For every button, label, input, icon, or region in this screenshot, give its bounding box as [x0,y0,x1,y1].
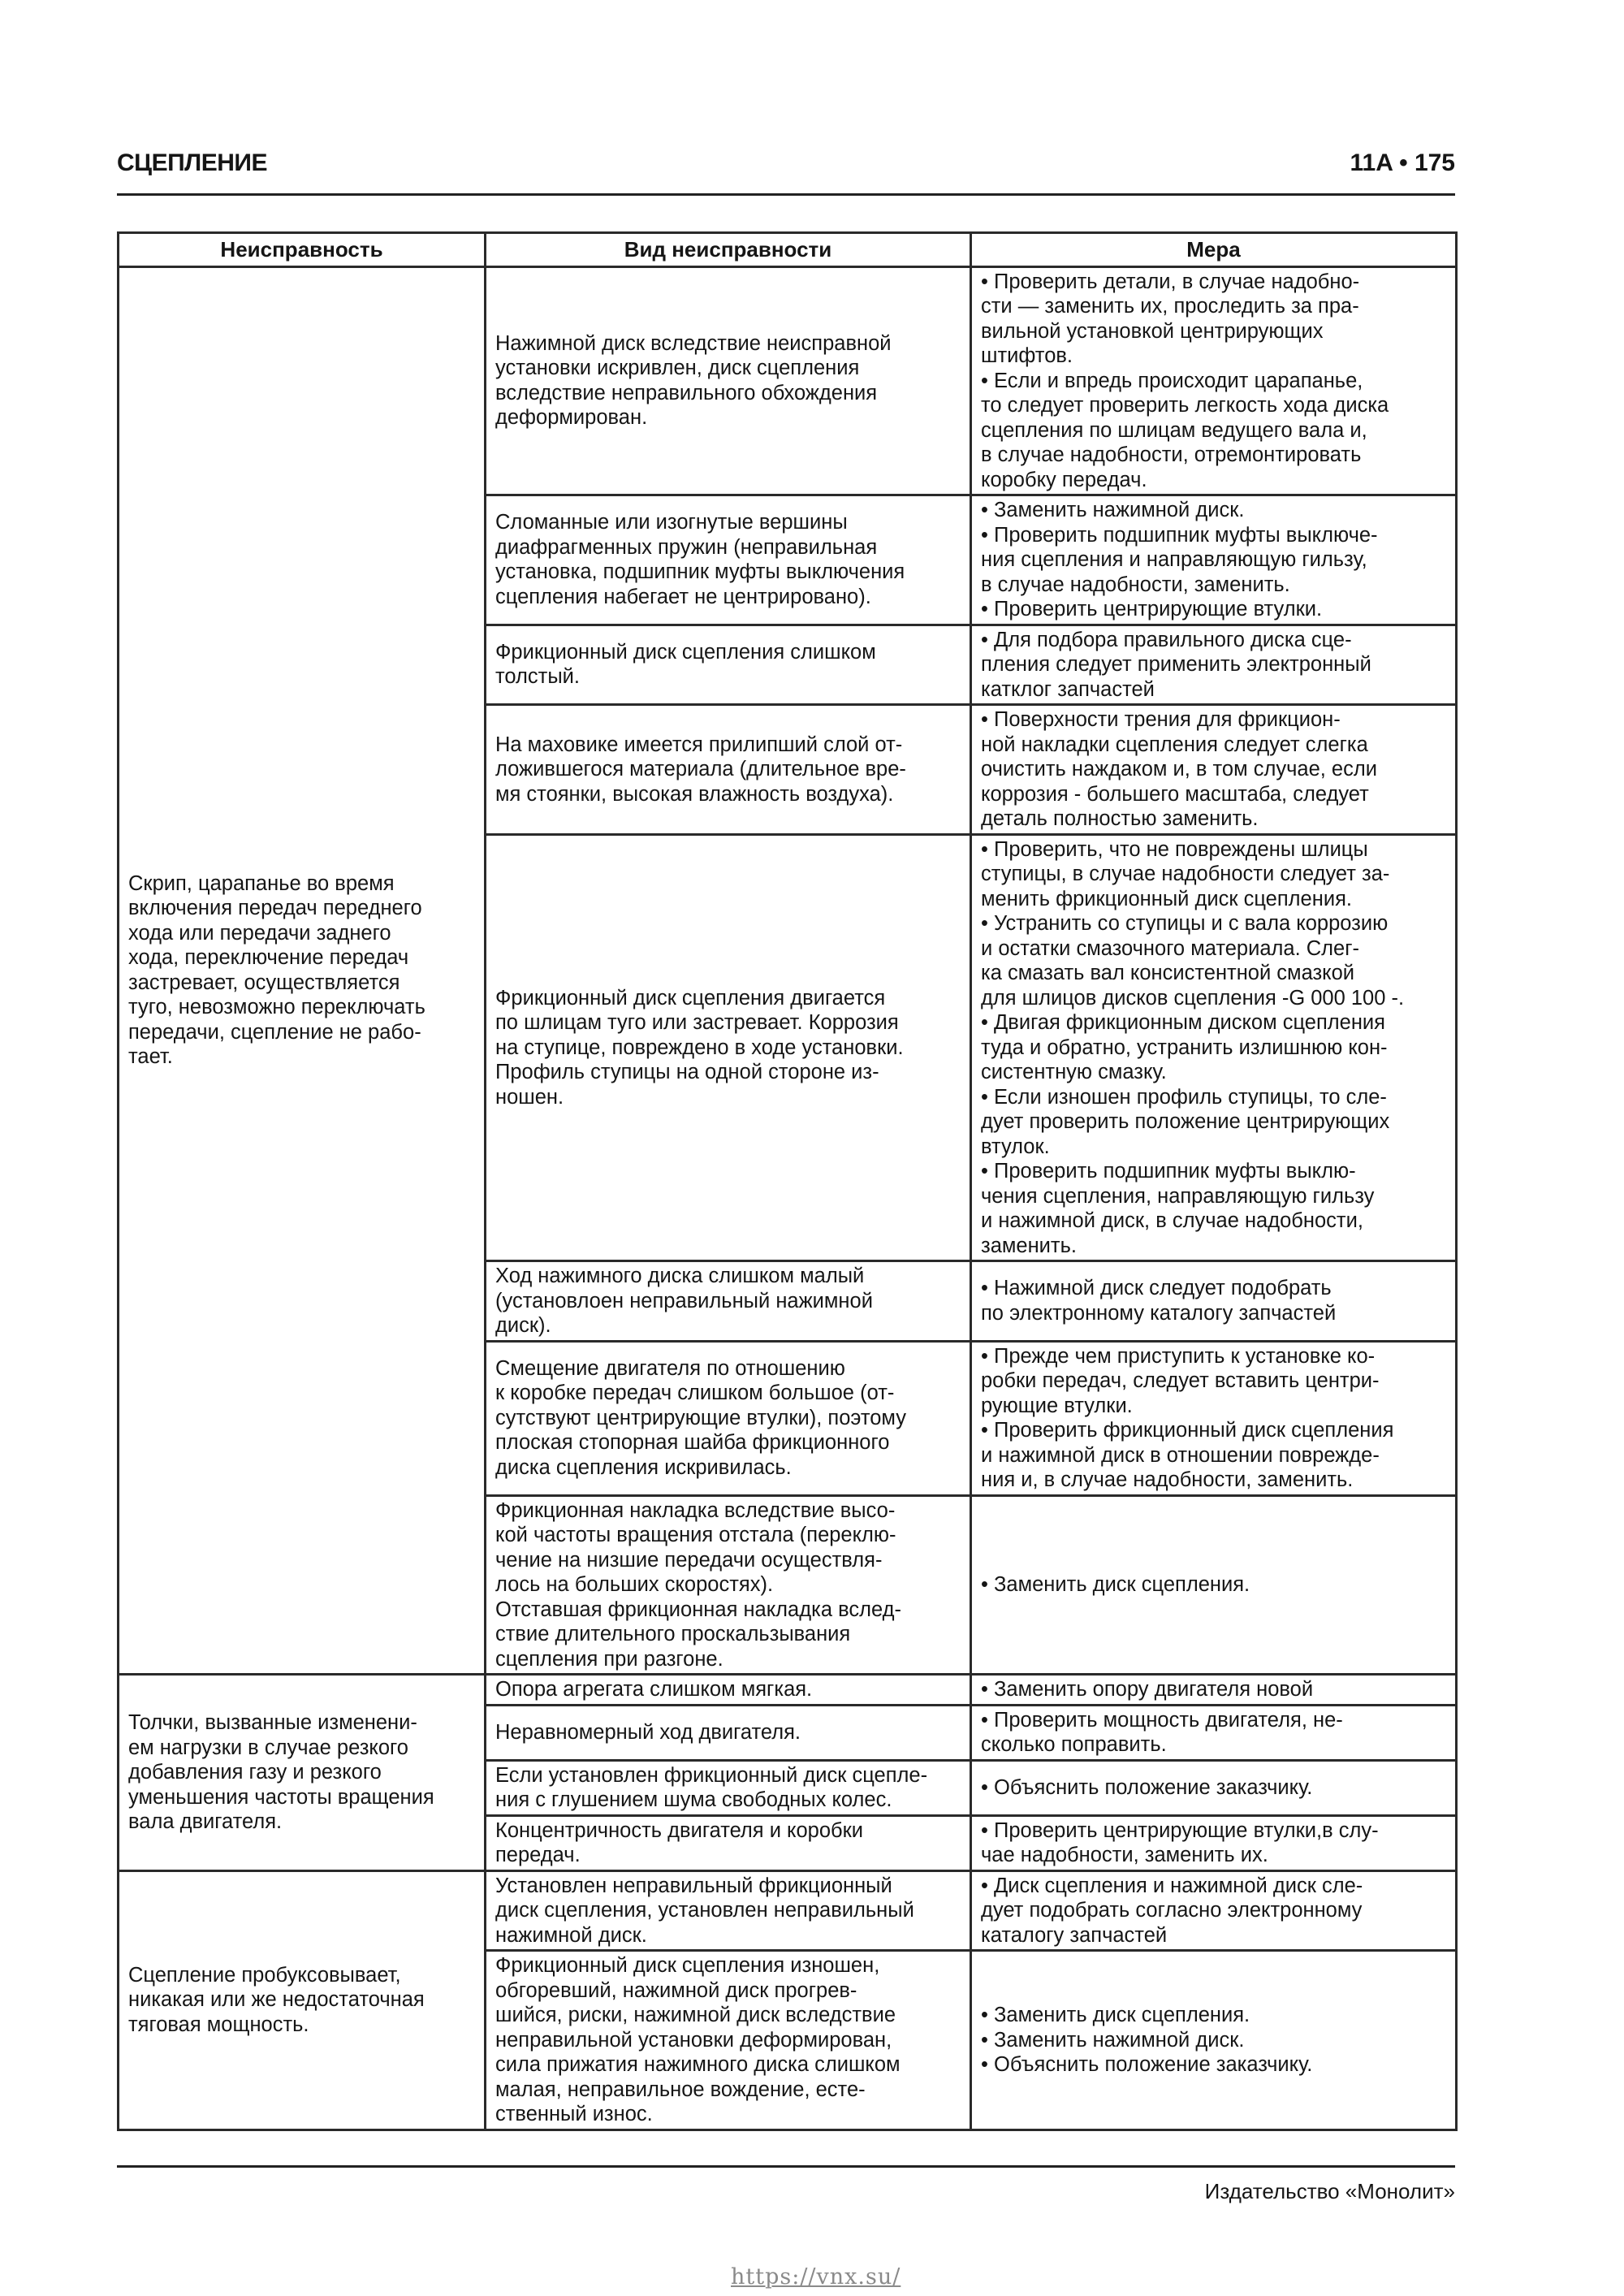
text-line: мя стоянки, высокая влажность воздуха). [495,782,894,806]
text-line: сти — заменить их, проследить за пра- [981,295,1359,318]
text-line: ка смазать вал консистентной смазкой [981,962,1355,984]
text-line: толстый. [495,665,580,689]
measure-cell [971,625,1457,705]
column-header-measure: Мера [971,233,1457,267]
text-line: сутствуют центрирующие втулки), поэтому [495,1406,907,1429]
measure-cell [971,1951,1457,2130]
text-line: • Проверить мощность двигателя, не- [981,1708,1343,1732]
fault-cell [119,1675,486,1871]
text-line: сцепления набегает не центрировано). [495,585,871,608]
text-line: • Диск сцепления и нажимной диск сле- [981,1874,1363,1897]
text-line: рующие втулки. [981,1394,1133,1417]
fault-type-cell [486,1870,971,1951]
text-line: Нажимной диск вследствие неисправной [495,331,892,355]
text-line: • Объяснить положение заказчику. [981,2053,1313,2076]
text-line: катклог запчастей [981,677,1155,701]
text-line: • Если и впредь происходит царапанье, [981,369,1363,392]
fault-type-cell [486,705,971,835]
text-line: диафрагменных пружин (неправильная [495,535,878,559]
text-line: • Заменить нажимной диск. [981,499,1245,521]
fault-type-cell [486,266,971,495]
text-line: дует подобрать согласно электронному [981,1899,1363,1922]
text-line: сколько поправить. [981,1733,1167,1756]
column-header-fault: Неисправность [119,233,486,267]
text-line: ственный износ. [495,2103,653,2125]
text-line: • Если изношен профиль ступицы, то сле- [981,1085,1387,1109]
text-line: и нажимной диск, в случае надобности, [981,1209,1363,1232]
text-line: застревает, осуществляется [128,971,400,994]
measure-cell [971,495,1457,625]
text-line: менить фрикционный диск сцепления. [981,887,1352,910]
text-line: Если установлен фрикционный диск сцепле- [495,1763,928,1787]
text-line: • Устранить со ступицы и с вала коррозию [981,912,1389,935]
publisher: Издательство «Монолит» [1204,2179,1455,2203]
watermark-url: https://vnx.su/ [731,2264,901,2290]
text-line: деформирован. [495,406,648,430]
text-line: Скрип, царапанье во время [128,871,395,895]
text-line: • Заменить нажимной диск. [981,2028,1245,2052]
text-line: хода, переключение передач [128,946,409,970]
column-header-type: Вид неисправности [486,233,971,267]
text-line: вала двигателя. [128,1810,283,1833]
text-line: никакая или же недостаточная [128,1988,425,2012]
text-line: диск сцепления, установлен неправильный [495,1899,914,1922]
fault-type-cell [486,1675,971,1706]
text-line: шийся, риски, нажимной диск вследствие [495,2004,896,2026]
text-line: передач. [495,1844,581,1866]
text-line: коробку передач. [981,468,1147,491]
table-row [119,1675,1457,1706]
text-line: • Проверить подшипник муфты выключе- [981,523,1378,547]
text-line: в случае надобности, заменить. [981,573,1290,596]
measure-cell [971,1760,1457,1815]
fault-cell [119,1870,486,2130]
text-line: по электронному каталогу запчастей [981,1301,1337,1325]
text-line: Фрикционная накладка вследствие высо- [495,1498,896,1522]
fault-type-cell [486,625,971,705]
text-line: уменьшения частоты вращения [128,1785,434,1809]
text-line: На маховике имеется прилипший слой от- [495,733,903,756]
text-line: робки передач, следует вставить центри- [981,1369,1380,1392]
text-line: кой частоты вращения отстала (переклю- [495,1524,896,1546]
text-line: • Проверить центрирующие втулки. [981,598,1323,620]
text-line: ния с глушением шума свободных колес. [495,1788,892,1811]
text-line: добавления газу и резкого [128,1761,382,1784]
fault-type-cell [486,1495,971,1675]
text-line: • Проверить, что не повреждены шлицы [981,837,1368,861]
measure-cell [971,1341,1457,1495]
text-line: сцепления по шлицам ведущего вала и, [981,418,1367,442]
table-body [119,266,1457,2130]
text-line: Фрикционный диск сцепления двигается [495,986,886,1010]
text-line: диск). [495,1314,551,1337]
text-line: для шлицов дисков сцепления -G 000 100 -. [981,986,1405,1010]
text-line: на ступице, повреждено в ходе установки. [495,1036,904,1059]
page-header [117,145,1455,196]
measure-cell [971,1870,1457,1951]
text-line: в случае надобности, отремонтировать [981,443,1362,466]
text-line: Смещение двигателя по отношению [495,1356,845,1380]
measure-cell [971,1705,1457,1760]
text-line: ствие длительного проскальзывания [495,1623,851,1645]
measure-cell [971,1815,1457,1870]
text-line: нажимной диск. [495,1923,647,1947]
text-line: Сцепление пробуксовывает, [128,1963,401,1987]
fault-type-cell [486,1815,971,1870]
text-line: • Объяснить положение заказчику. [981,1775,1313,1799]
text-line: чения сцепления, направляющую гильзу [981,1184,1375,1208]
fault-type-cell [486,1951,971,2130]
measure-cell [971,266,1457,495]
fault-type-cell [486,834,971,1261]
text-line: хода или передачи заднего [128,921,391,945]
fault-type-cell [486,1760,971,1815]
table-row [119,266,1457,495]
text-line: дует проверить положение центрирующих [981,1110,1390,1133]
text-line: туда и обратно, устранить излишнюю кон- [981,1036,1388,1059]
text-line: Фрикционный диск сцепления изношен, [495,1954,880,1977]
text-line: к коробке передач слишком большое (от- [495,1381,895,1405]
text-line: коррозия - большего масштаба, следует [981,782,1369,806]
text-line: туго, невозможно переключать [128,996,425,1019]
page-number: 11A • 175 [1350,149,1455,176]
measure-cell [971,1495,1457,1675]
text-line: обгоревший, нажимной диск прогрев- [495,1978,857,2002]
text-line: то следует проверить легкость хода диска [981,394,1389,417]
fault-cell [119,266,486,1675]
text-line: ложившегося материала (длительное вре- [495,758,906,780]
footer-divider [117,2165,1455,2168]
text-line: ния сцепления и направляющую гильзу, [981,548,1367,571]
text-line: передачи, сцепление не рабо- [128,1020,421,1044]
text-line: малая, неправильное вождение, есте- [495,2078,866,2101]
table-header-row [119,233,1457,267]
text-line: по шлицам туго или застревает. Коррозия [495,1011,899,1034]
measure-cell [971,1675,1457,1706]
text-line: лось на больших скоростях). [495,1573,774,1596]
text-line: чае надобности, заменить их. [981,1844,1268,1866]
text-line: • Проверить фрикционный диск сцепления [981,1419,1394,1442]
text-line: систентную смазку. [981,1061,1167,1083]
text-line: сцепления при разгоне. [495,1647,723,1671]
text-line: вильной установкой центрирующих [981,319,1324,343]
troubleshooting-table [117,231,1458,2131]
text-line: Сломанные или изогнутые вершины [495,511,848,534]
text-line: пления следует применить электронный [981,653,1371,676]
text-line: Отставшая фрикционная накладка вслед- [495,1598,901,1621]
text-line: • Заменить диск сцепления. [981,1573,1250,1596]
text-line: ношен. [495,1085,564,1109]
measure-cell [971,705,1457,835]
table-row [119,1870,1457,1951]
fault-type-cell [486,495,971,625]
text-line: Установлен неправильный фрикционный [495,1874,892,1897]
text-line: заменить. [981,1234,1077,1257]
text-line: деталь полностью заменить. [981,807,1259,830]
text-line: Толчки, вызванные изменени- [128,1711,417,1734]
text-line: ной накладки сцепления следует слегка [981,733,1368,756]
text-line: ем нагрузки в случае резкого [128,1736,408,1759]
text-line: • Двигая фрикционным диском сцепления [981,1011,1385,1034]
measure-cell [971,1261,1457,1342]
text-line: штифтов. [981,344,1073,367]
fault-type-cell [486,1261,971,1342]
text-line: Опора агрегата слишком мягкая. [495,1678,813,1701]
text-line: чение на низшие передачи осуществля- [495,1548,883,1572]
text-line: тяговая мощность. [128,2013,309,2036]
text-line: • Поверхности трения для фрикцион- [981,708,1341,731]
text-line: Неравномерный ход двигателя. [495,1720,801,1744]
text-line: • Заменить диск сцепления. [981,2004,1250,2026]
text-line: • Проверить детали, в случае надобно- [981,270,1360,293]
text-line: каталогу запчастей [981,1923,1168,1947]
measure-cell [971,834,1457,1261]
text-line: втулок. [981,1135,1050,1158]
text-line: тает. [128,1045,173,1069]
text-line: Фрикционный диск сцепления слишком [495,640,876,664]
text-line: • Проверить подшипник муфты выклю- [981,1160,1356,1183]
fault-type-cell [486,1705,971,1760]
fault-type-cell [486,1341,971,1495]
text-line: установка, подшипник муфты выключения [495,560,905,584]
text-line: и остатки смазочного материала. Слег- [981,936,1360,960]
text-line: плоская стопорная шайба фрикционного [495,1431,890,1455]
text-line: Профиль ступицы на одной стороне из- [495,1061,879,1083]
text-line: неправильной установки деформирован, [495,2028,892,2052]
text-line: включения передач переднего [128,897,422,920]
text-line: (установлоен неправильный нажимной [495,1289,873,1312]
text-line: • Заменить опору двигателя новой [981,1678,1314,1701]
text-line: • Для подбора правильного диска сце- [981,628,1352,651]
text-line: ния и, в случае надобности, заменить. [981,1468,1354,1491]
text-line: установки искривлен, диск сцепления [495,357,860,380]
text-line: и нажимной диск в отношении поврежде- [981,1443,1380,1467]
text-line: Ход нажимного диска слишком малый [495,1265,865,1287]
text-line: • Нажимной диск следует подобрать [981,1277,1332,1300]
section-title: СЦЕПЛЕНИЕ [117,149,267,176]
text-line: Концентричность двигателя и коробки [495,1818,864,1842]
text-line: диска сцепления искривилась. [495,1455,792,1479]
text-line: сила прижатия нажимного диска слишком [495,2053,901,2076]
text-line: вследствие неправильного обхождения [495,381,878,404]
text-line: • Прежде чем приступить к установке ко- [981,1344,1376,1368]
text-line: ступицы, в случае надобности следует за- [981,863,1390,885]
text-line: • Проверить центрирующие втулки,в слу- [981,1818,1379,1842]
text-line: очистить наждаком и, в том случае, если [981,758,1377,780]
